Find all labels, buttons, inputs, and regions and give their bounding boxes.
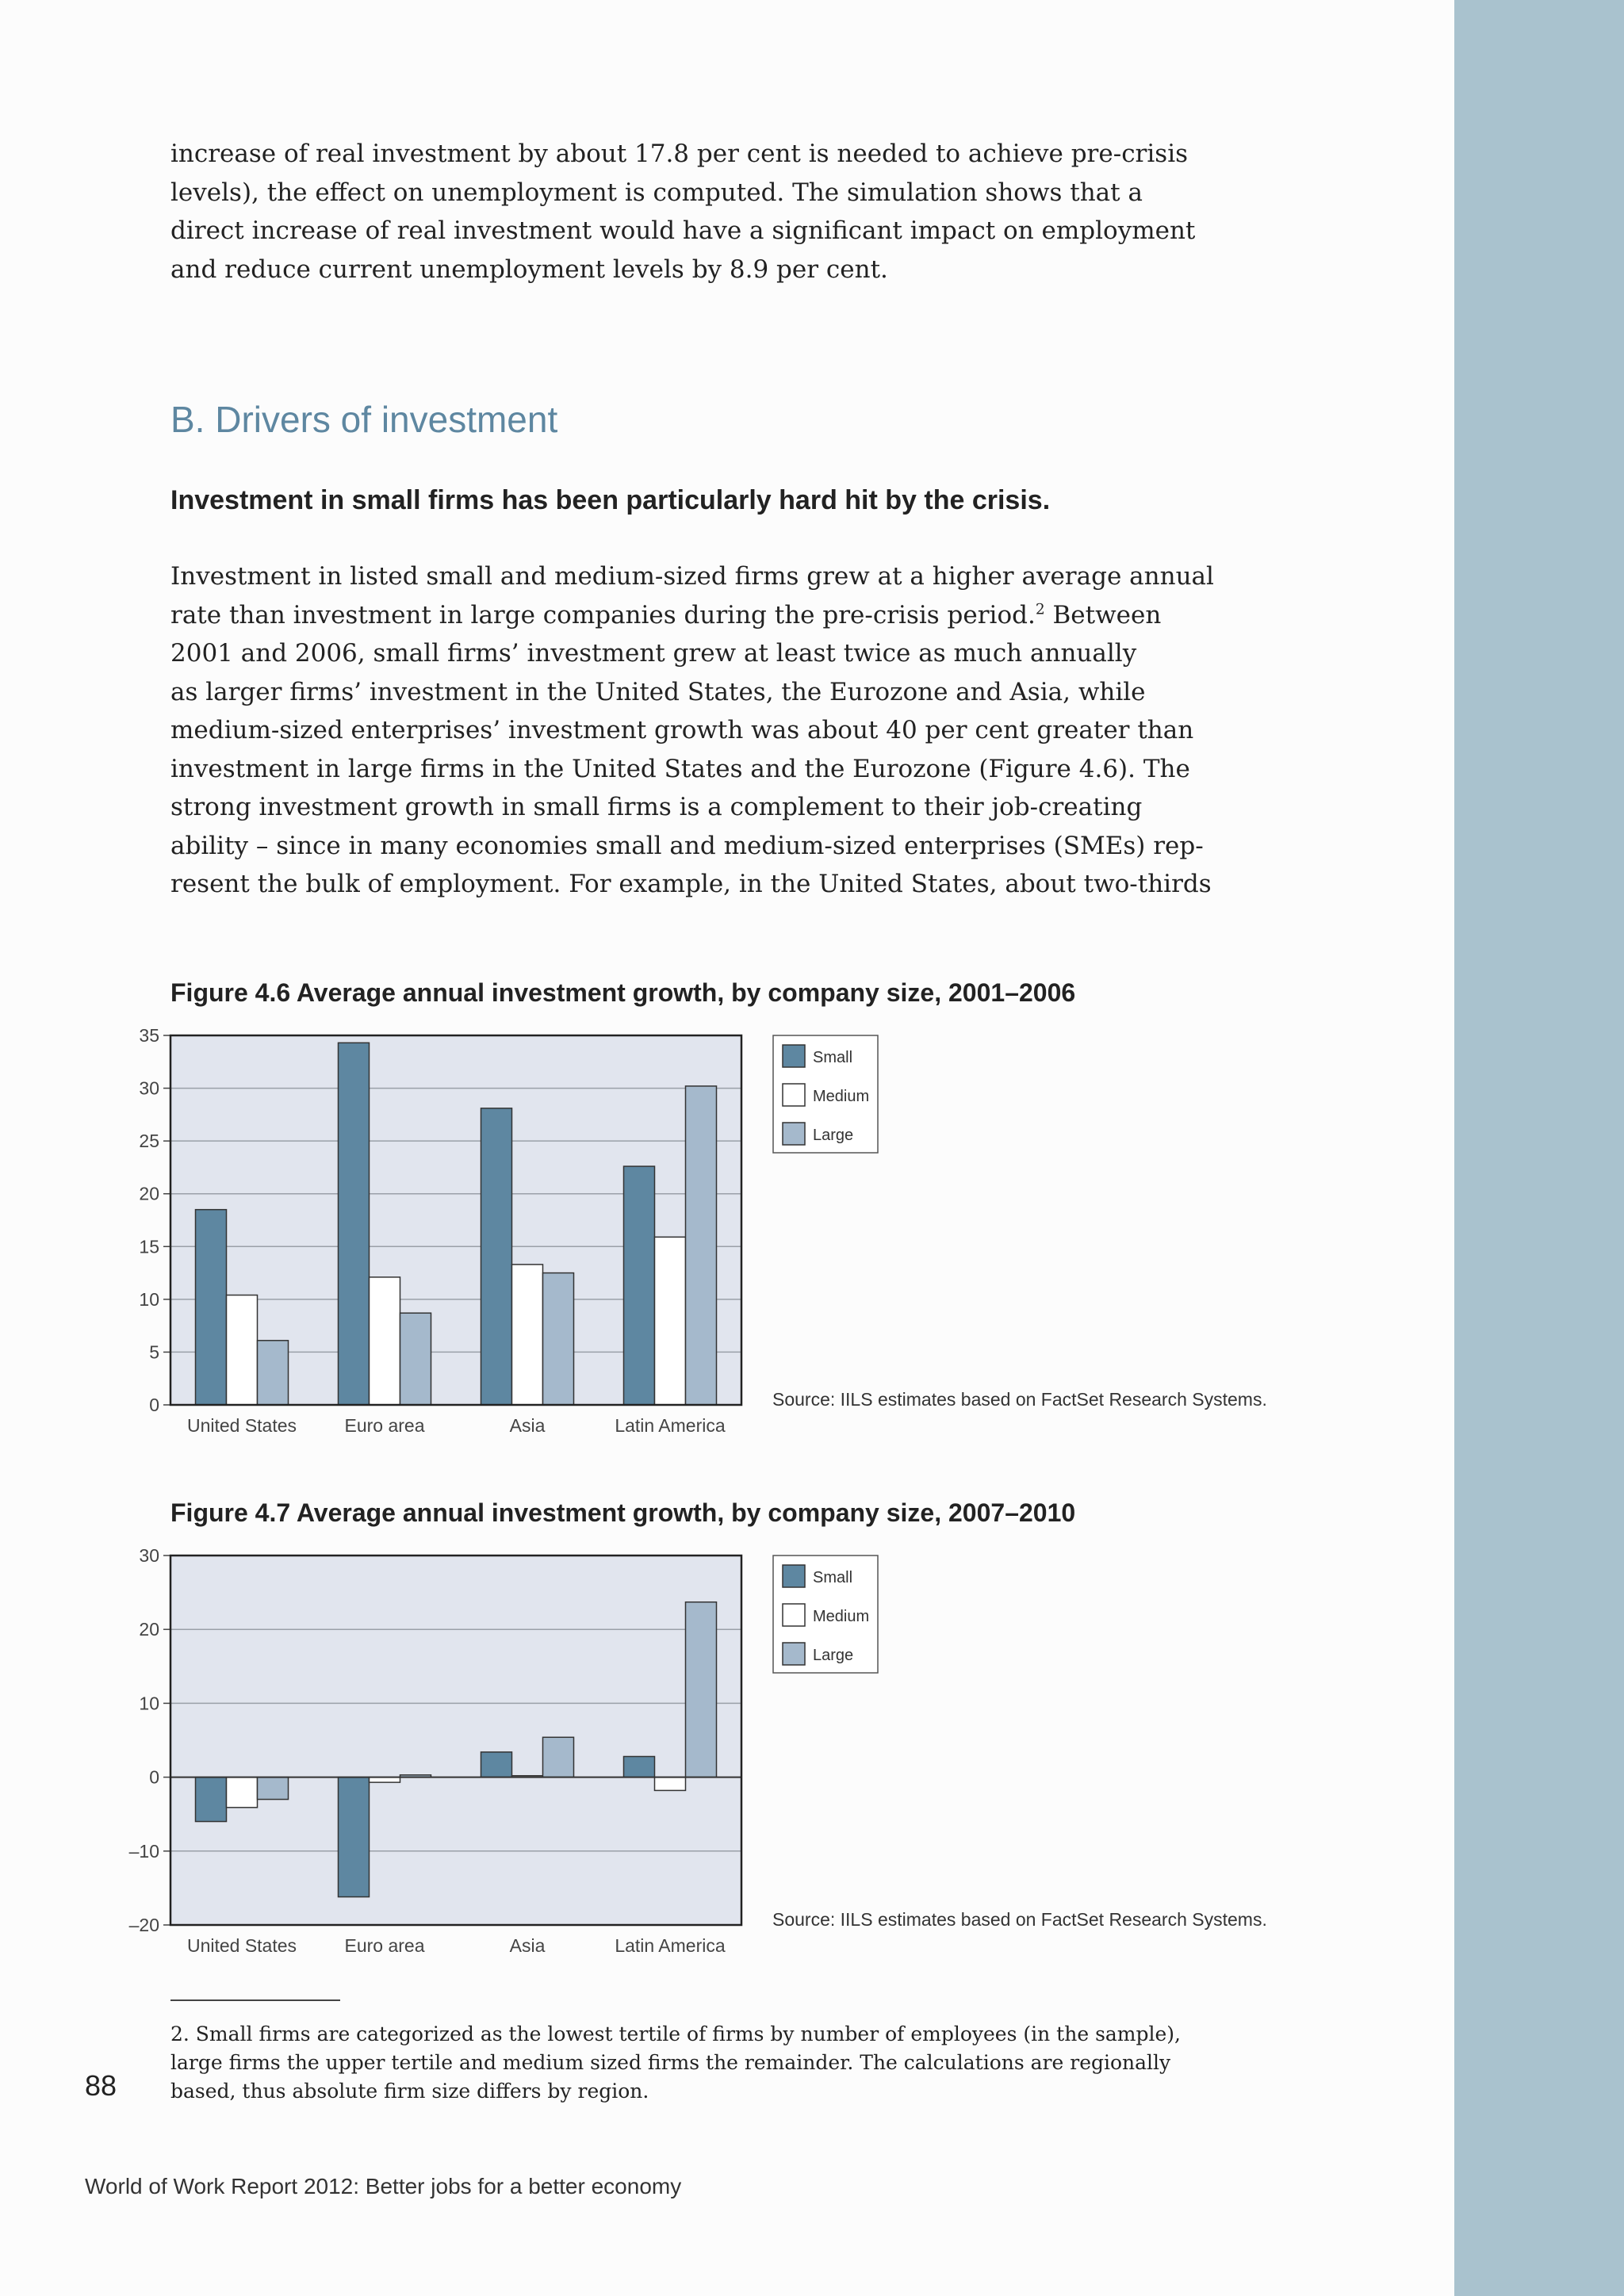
bar-small-latin-america (624, 1166, 655, 1405)
body-paragraph-intro (170, 135, 1196, 289)
bar-large-latin-america (686, 1602, 717, 1777)
y-tick-label: 10 (139, 1288, 159, 1310)
footnote (170, 2020, 1181, 2106)
bar-small-asia (481, 1108, 512, 1405)
x-tick-label: United States (186, 1935, 297, 1956)
x-tick-label: Asia (509, 1415, 546, 1436)
legend-label-small: Small (813, 1569, 853, 1586)
bar-small-euro-area (339, 1043, 370, 1405)
bar-large-united-states (258, 1341, 289, 1405)
y-tick-label: 5 (149, 1341, 159, 1363)
footnote-line: based, thus absolute firm size differs by region. (170, 2080, 649, 2103)
lead-heading: Investment in small firms has been particularly hard hit by the crisis. (170, 485, 1051, 515)
paragraph-line: levels), the effect on unemployment is computed. The simulation shows that a (170, 178, 1143, 207)
paragraph-line: strong investment growth in small firms is a complement to their job-creating (170, 793, 1143, 821)
x-tick-label: Asia (509, 1935, 546, 1956)
footnote-line: 2. Small firms are categorized as the lowest tertile of firms by number of employees (in the sample), (170, 2022, 1181, 2045)
figure-4-7-source: Source: IILS estimates based on FactSet Research Systems. (772, 1909, 1267, 1930)
figure-4-6-chart (111, 1021, 896, 1449)
running-footer: World of Work Report 2012: Better jobs for a better economy (85, 2174, 682, 2198)
x-tick-label: Latin America (615, 1415, 726, 1436)
paragraph-line (170, 596, 1162, 635)
bar-small-united-states (196, 1777, 227, 1822)
bar-small-latin-america (624, 1757, 655, 1777)
bar-medium-united-states (227, 1777, 258, 1808)
x-tick-label: Latin America (615, 1935, 726, 1956)
y-tick-label: 0 (149, 1395, 159, 1415)
footnote-line: large firms the upper tertile and medium sized firms the remainder. The calculations are regionally (170, 2051, 1171, 2074)
plot-area (170, 1556, 741, 1925)
footnote-divider (170, 1999, 340, 2001)
y-tick-label: 25 (139, 1131, 159, 1152)
page-number: 88 (85, 2069, 117, 2102)
bar-medium-latin-america (655, 1237, 686, 1405)
section-title: B. Drivers of investment (170, 399, 558, 440)
y-tick-label: 30 (139, 1545, 159, 1566)
legend-swatch-large (783, 1643, 805, 1665)
y-tick-label: 10 (139, 1693, 159, 1714)
legend-swatch-small (783, 1565, 805, 1587)
paragraph-line: as larger firms’ investment in the United States, the Eurozone and Asia, while (170, 677, 1146, 706)
legend-label-large: Large (813, 1127, 854, 1144)
bar-large-latin-america (686, 1086, 717, 1405)
y-tick-label: 35 (139, 1025, 159, 1046)
paragraph-line: direct increase of real investment would have a significant impact on employment (170, 216, 1196, 245)
figure-4-7-title: Figure 4.7 Average annual investment growth, by company size, 2007–2010 (170, 1498, 1076, 1527)
legend-swatch-large (783, 1123, 805, 1145)
paragraph-line: ability – since in many economies small and medium-sized enterprises (SMEs) rep- (170, 831, 1204, 860)
y-tick-label: –10 (128, 1840, 159, 1862)
y-tick-label: 0 (149, 1766, 159, 1788)
figure-4-6-source: Source: IILS estimates based on FactSet Research Systems. (772, 1389, 1267, 1410)
x-tick-label: United States (186, 1415, 297, 1436)
figure-4-7-chart (111, 1541, 896, 1969)
bar-medium-latin-america (655, 1777, 686, 1791)
decorative-sidebar-strip (1454, 0, 1624, 2296)
bar-small-asia (481, 1752, 512, 1777)
y-tick-label: 20 (139, 1619, 159, 1640)
bar-medium-euro-area (370, 1277, 400, 1405)
paragraph-line: Investment in listed small and medium-sized firms grew at a higher average annual (170, 562, 1214, 591)
legend-label-small: Small (813, 1049, 853, 1066)
paragraph-line: medium-sized enterprises’ investment growth was about 40 per cent greater than (170, 716, 1194, 744)
footnote-reference[interactable]: 2 (1035, 601, 1045, 618)
x-tick-label: Euro area (344, 1415, 425, 1436)
bar-large-united-states (258, 1777, 289, 1800)
bar-medium-asia (512, 1265, 543, 1405)
paragraph-line: and reduce current unemployment levels by 8.9 per cent. (170, 254, 888, 284)
figure-4-6-title: Figure 4.6 Average annual investment growth, by company size, 2001–2006 (170, 978, 1076, 1007)
x-tick-label: Euro area (344, 1935, 425, 1956)
legend-swatch-small (783, 1045, 805, 1067)
y-tick-label: 20 (139, 1183, 159, 1204)
bar-large-asia (543, 1273, 574, 1405)
bar-large-asia (543, 1737, 574, 1777)
paragraph-text: Between (1044, 600, 1162, 629)
legend-swatch-medium (783, 1084, 805, 1106)
y-tick-label: 15 (139, 1236, 159, 1257)
y-tick-label: –20 (128, 1915, 159, 1935)
bar-medium-united-states (227, 1295, 258, 1405)
paragraph-line: resent the bulk of employment. For example, in the United States, about two-thirds (170, 870, 1212, 898)
paragraph-line: 2001 and 2006, small firms’ investment grew at least twice as much annually (170, 639, 1137, 668)
bar-small-euro-area (339, 1777, 370, 1897)
legend-label-medium: Medium (813, 1608, 870, 1625)
paragraph-line: investment in large firms in the United States and the Eurozone (Figure 4.6). The (170, 754, 1190, 783)
y-tick-label: 30 (139, 1077, 159, 1099)
legend-label-medium: Medium (813, 1088, 870, 1105)
paragraph-text: rate than investment in large companies during the pre-crisis period. (170, 600, 1036, 629)
body-paragraph-drivers (170, 557, 1214, 904)
bar-large-euro-area (400, 1313, 431, 1405)
bar-small-united-states (196, 1210, 227, 1405)
paragraph-line: increase of real investment by about 17.8 per cent is needed to achieve pre-crisis (170, 140, 1189, 168)
legend-swatch-medium (783, 1604, 805, 1626)
legend-label-large: Large (813, 1647, 854, 1664)
